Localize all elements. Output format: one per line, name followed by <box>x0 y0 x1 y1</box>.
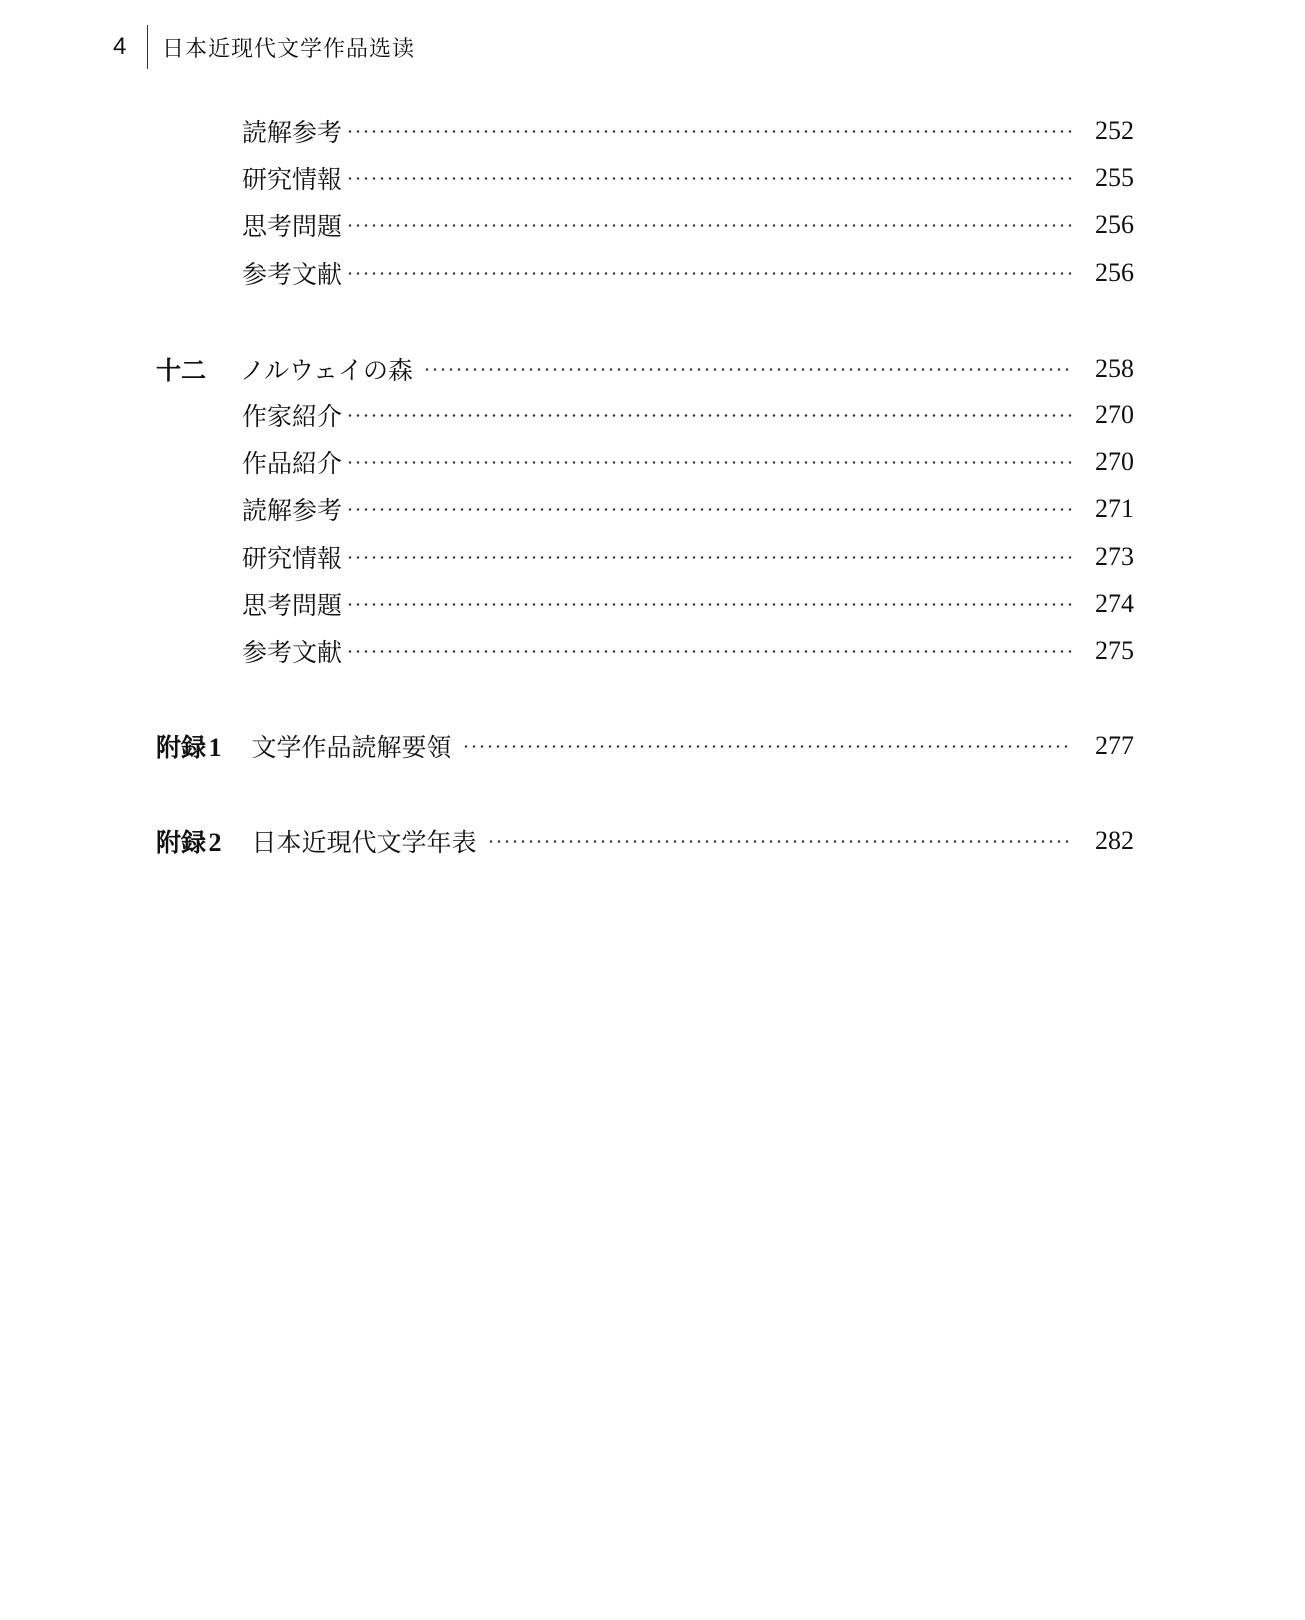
toc-entry-title: 読解参考 <box>242 118 343 147</box>
toc-leader-dots <box>346 272 1072 275</box>
toc-entry-title: 研究情報 <box>242 165 343 194</box>
page-header <box>113 22 415 72</box>
toc-entry-title: 参考文献 <box>242 638 343 667</box>
toc-leader-dots <box>346 224 1072 227</box>
toc-entry[interactable] <box>242 445 1134 479</box>
toc-appendix-2[interactable] <box>156 824 1134 858</box>
toc-leader-dots <box>346 650 1072 653</box>
toc-entry[interactable] <box>242 161 1134 195</box>
toc-entry-title: 研究情報 <box>242 544 343 573</box>
toc-entry-page: 271 <box>1095 494 1134 523</box>
header-page-number: 4 <box>113 33 127 60</box>
toc-entry-title: 読解参考 <box>242 496 343 525</box>
toc-entry-page: 275 <box>1095 636 1134 665</box>
toc-chapter-entry[interactable] <box>156 352 1134 386</box>
toc-entry[interactable] <box>242 256 1134 290</box>
header-divider <box>147 25 148 69</box>
toc-entry-title: 参考文献 <box>242 260 343 289</box>
toc-entry[interactable] <box>242 398 1134 432</box>
toc-leader-dots <box>423 368 1072 371</box>
toc-entry[interactable] <box>242 114 1134 148</box>
toc-leader-dots <box>462 745 1072 748</box>
toc-entry-page: 274 <box>1095 589 1134 618</box>
toc-leader-dots <box>346 414 1072 417</box>
toc-appendix-page: 282 <box>1095 826 1134 855</box>
appendix-number: 2 <box>208 828 222 857</box>
toc-entry-page: 255 <box>1095 163 1134 192</box>
toc-leader-dots <box>346 461 1072 464</box>
toc-leader-dots <box>346 556 1072 559</box>
toc-entry-page: 270 <box>1095 400 1134 429</box>
toc-entry-title: 思考問題 <box>242 591 343 620</box>
toc-appendix-title: 日本近現代文学年表 <box>251 828 477 857</box>
toc-appendix-label <box>156 728 222 764</box>
toc-entry-page: 252 <box>1095 116 1134 145</box>
toc-leader-dots <box>346 508 1072 511</box>
toc-entry[interactable] <box>242 492 1134 526</box>
toc-entry[interactable] <box>242 540 1134 574</box>
toc-chapter-number: 十二 <box>156 356 207 385</box>
toc-leader-dots <box>346 130 1072 133</box>
toc-entry-title: 作家紹介 <box>242 402 343 431</box>
toc-leader-dots <box>487 840 1072 843</box>
toc-appendix-title: 文学作品読解要領 <box>251 733 452 762</box>
toc-leader-dots <box>346 603 1072 606</box>
toc-entry-title: 思考問題 <box>242 212 343 241</box>
appendix-label-text: 附録 <box>156 828 207 857</box>
toc-entry-page: 256 <box>1095 210 1134 239</box>
appendix-number: 1 <box>208 733 222 762</box>
header-book-title: 日本近现代文学作品选读 <box>162 36 416 62</box>
toc-leader-dots <box>346 177 1072 180</box>
toc-entry-page: 256 <box>1095 258 1134 287</box>
toc-entry[interactable] <box>242 634 1134 668</box>
toc-entry-page: 273 <box>1095 542 1134 571</box>
appendix-label-text: 附録 <box>156 733 207 762</box>
toc-appendix-page: 277 <box>1095 731 1134 760</box>
toc-chapter-page: 258 <box>1095 354 1134 383</box>
toc-entry-title: 作品紹介 <box>242 449 343 478</box>
toc-chapter-title: ノルウェイの森 <box>240 356 414 385</box>
toc-entry-page: 270 <box>1095 447 1134 476</box>
toc-appendix-1[interactable] <box>156 729 1134 763</box>
toc-entry[interactable] <box>242 587 1134 621</box>
toc-appendix-label <box>156 823 222 859</box>
toc-entry[interactable] <box>242 208 1134 242</box>
